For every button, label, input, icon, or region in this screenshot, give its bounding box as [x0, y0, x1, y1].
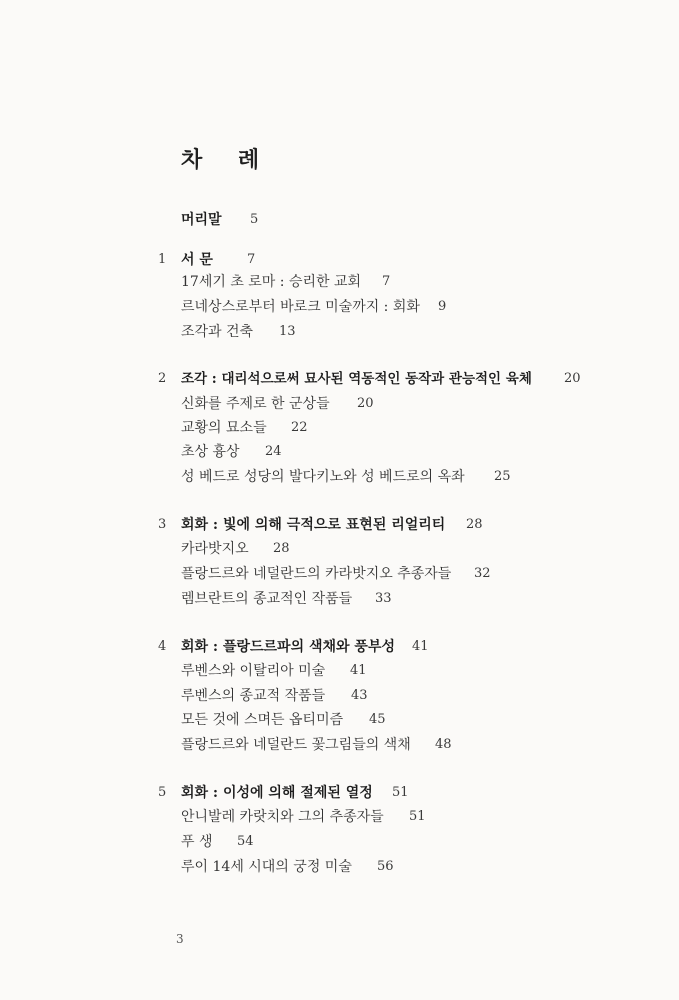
toc-item-label: 플랑드르와 네덜란드의 카라밧지오 추종자들 [181, 566, 452, 582]
toc-item-page: 24 [265, 444, 282, 459]
toc-item [181, 684, 381, 708]
toc-item-label: 안니발레 카랏치와 그의 추종자들 [181, 809, 384, 825]
toc-item-label: 성 베드로 성당의 발다키노와 성 베드로의 옥좌 [181, 469, 465, 485]
toc-item-page: 25 [494, 469, 511, 484]
toc-item-page: 13 [279, 324, 296, 339]
chapter-number: 2 [158, 371, 167, 386]
toc-item [181, 270, 411, 294]
toc-item-label: 모든 것에 스며든 옵티미즘 [181, 712, 344, 728]
toc-item [181, 587, 401, 611]
toc-item [181, 733, 471, 757]
toc-item-page: 54 [237, 834, 254, 849]
toc-item-page: 20 [357, 396, 374, 411]
toc-preface-page: 5 [250, 212, 259, 227]
chapter-title: 회화 : 이성에 의해 절제된 열정 [181, 785, 373, 801]
toc-chapter-5 [181, 781, 421, 805]
chapter-number: 1 [158, 252, 167, 267]
toc-item-label: 푸 생 [181, 834, 213, 850]
toc-item-page: 41 [350, 663, 367, 678]
chapter-page: 41 [412, 639, 429, 654]
toc-chapter-2 [181, 367, 601, 391]
toc-item [181, 708, 391, 732]
toc-item-page: 22 [291, 420, 308, 435]
toc-item-label: 17세기 초 로마 : 승리한 교회 [181, 274, 362, 290]
toc-item-label: 신화를 주제로 한 군상들 [181, 396, 330, 412]
chapter-title: 서 문 [181, 252, 213, 268]
toc-item [181, 295, 461, 319]
chapter-title: 회화 : 빛에 의해 극적으로 표현된 리얼리티 [181, 517, 446, 533]
toc-item-label: 카라밧지오 [181, 541, 249, 557]
chapter-number: 4 [158, 639, 167, 654]
toc-item-page: 56 [377, 859, 394, 874]
toc-item [181, 416, 321, 440]
toc-item-label: 초상 흉상 [181, 444, 240, 460]
toc-item [181, 537, 301, 561]
toc-item-page: 32 [474, 566, 491, 581]
chapter-number: 3 [158, 517, 167, 532]
toc-item [181, 855, 411, 879]
toc-item-label: 르네상스로부터 바로크 미술까지 : 회화 [181, 299, 420, 315]
toc-item-label: 루이 14세 시대의 궁정 미술 [181, 859, 352, 875]
toc-item-page: 51 [409, 809, 426, 824]
toc-item-page: 48 [435, 737, 452, 752]
toc-item-page: 45 [369, 712, 386, 727]
toc-preface [181, 208, 301, 232]
chapter-page: 20 [564, 371, 581, 386]
chapter-title: 회화 : 플랑드르파의 색채와 풍부성 [181, 639, 395, 655]
page-number: 3 [176, 932, 184, 946]
toc-item [181, 830, 281, 854]
toc-item-page: 33 [375, 591, 392, 606]
toc-item-label: 교황의 묘소들 [181, 420, 267, 436]
toc-item [181, 440, 291, 464]
toc-item-label: 조각과 건축 [181, 324, 254, 340]
toc-item-page: 7 [382, 274, 391, 289]
toc-item-label: 루벤스의 종교적 작품들 [181, 688, 326, 704]
toc-item-label: 루벤스와 이탈리아 미술 [181, 663, 326, 679]
toc-item [181, 805, 441, 829]
toc-item [181, 392, 391, 416]
chapter-page: 51 [392, 785, 409, 800]
chapter-page: 7 [247, 252, 256, 267]
toc-item-page: 9 [438, 299, 447, 314]
chapter-page: 28 [466, 517, 483, 532]
toc-item [181, 562, 501, 586]
page-title: 차 례 [181, 147, 274, 173]
toc-chapter-3 [181, 513, 501, 537]
toc-chapter-4 [181, 635, 441, 659]
chapter-title: 조각 : 대리석으로써 묘사된 역동적인 동작과 관능적인 육체 [181, 371, 532, 387]
toc-item-page: 43 [351, 688, 368, 703]
toc-chapter-1 [181, 248, 301, 272]
toc-preface-label: 머리말 [181, 212, 222, 228]
toc-item [181, 659, 381, 683]
toc-item-page: 28 [273, 541, 290, 556]
toc-item [181, 465, 521, 489]
toc-item-label: 플랑드르와 네덜란드 꽃그림들의 색채 [181, 737, 411, 753]
toc-item-label: 렘브란트의 종교적인 작품들 [181, 591, 353, 607]
toc-item [181, 320, 311, 344]
chapter-number: 5 [158, 785, 167, 800]
